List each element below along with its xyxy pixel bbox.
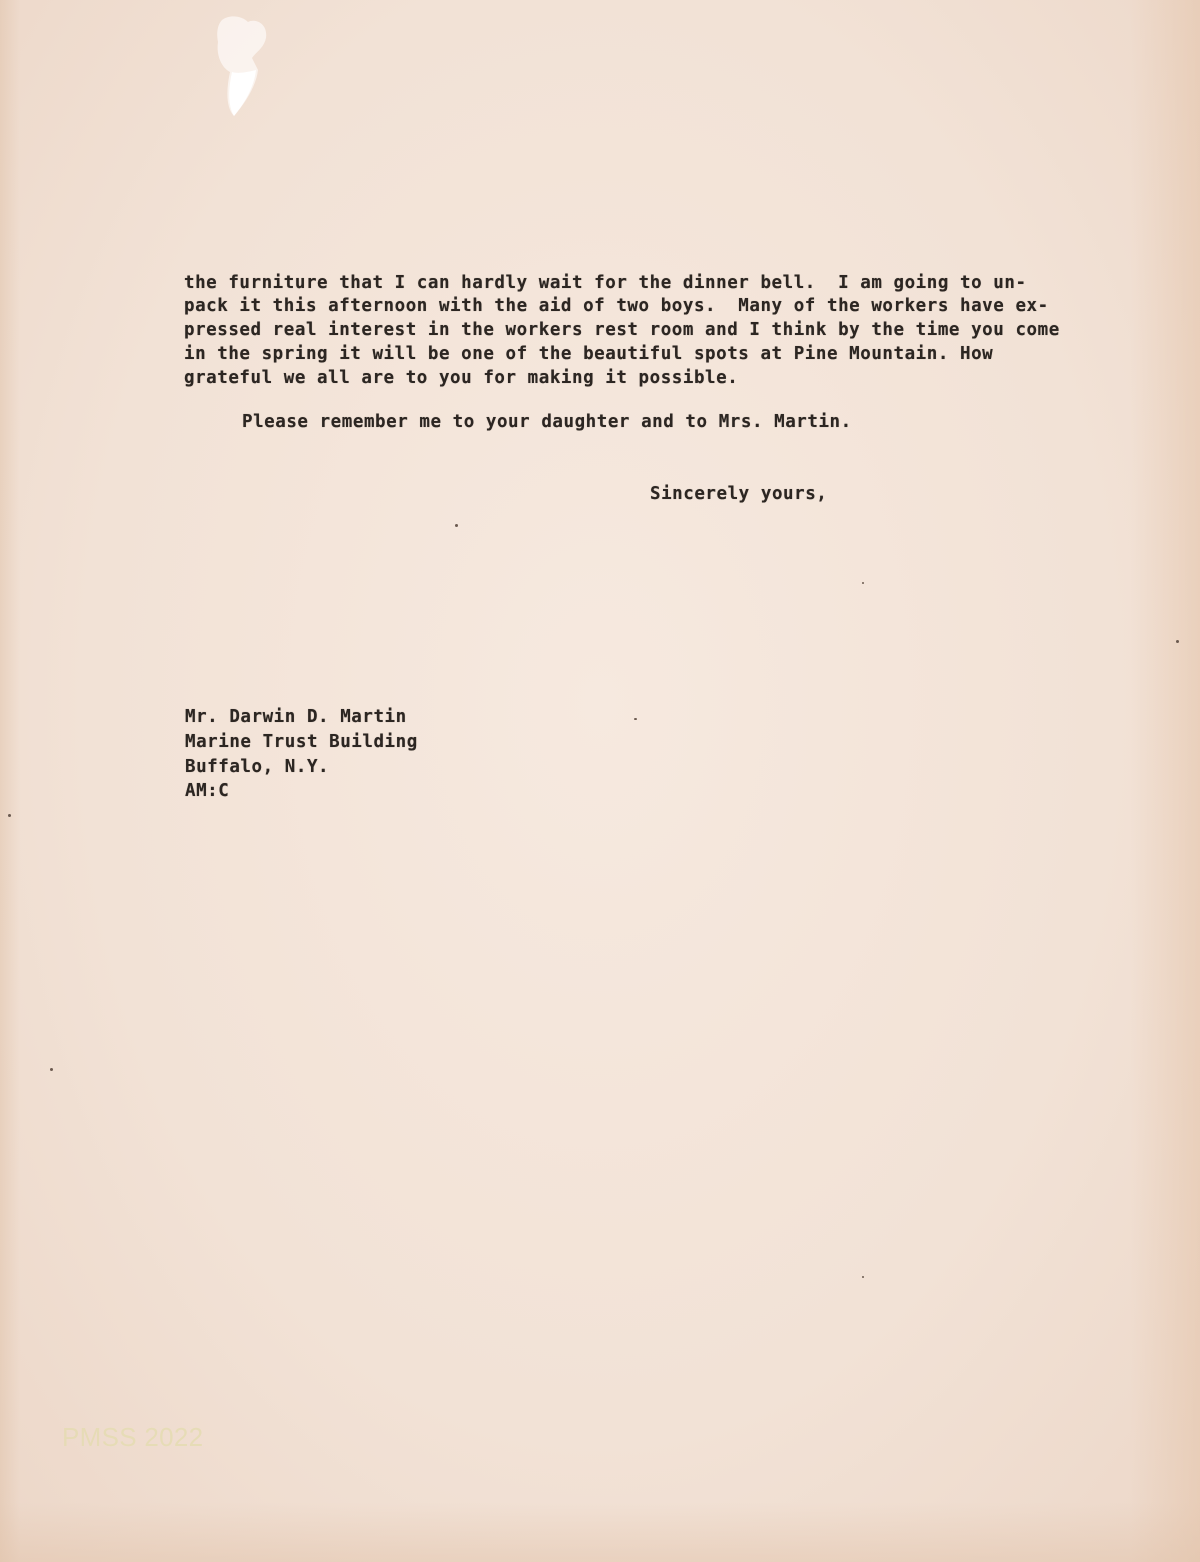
- letter-body-line-2: pack it this afternoon with the aid of two boys. Many of the workers have ex-: [184, 296, 1049, 316]
- paper-speck: [1176, 640, 1179, 643]
- paper-speck: [455, 524, 458, 527]
- paper-speck: [862, 582, 864, 584]
- paper-speck: [50, 1068, 53, 1071]
- paper-edge-shadow-left: [0, 0, 20, 1562]
- letter-body-line-4: in the spring it will be one of the beautiful spots at Pine Mountain. How: [184, 344, 994, 364]
- recipient-name: Mr. Darwin D. Martin: [185, 707, 407, 727]
- archive-watermark: PMSS 2022: [62, 1422, 204, 1452]
- paper-speck: [862, 1276, 864, 1278]
- paper-edge-shadow-right: [1130, 0, 1200, 1562]
- closing-paragraph: Please remember me to your daughter and to Mrs. Martin.: [242, 412, 852, 432]
- letter-body-line-5: grateful we all are to you for making it possible.: [184, 368, 739, 388]
- typist-initials: AM:C: [185, 781, 230, 801]
- recipient-building: Marine Trust Building: [185, 732, 418, 752]
- complimentary-closing: Sincerely yours,: [650, 484, 828, 504]
- paper-edge-shadow-bottom: [0, 1502, 1200, 1562]
- letter-body-line-3: pressed real interest in the workers rest room and I think by the time you come: [184, 320, 1060, 340]
- tape-residue-mark: [212, 12, 274, 118]
- paper-speck: [8, 814, 11, 817]
- letter-body-line-1: the furniture that I can hardly wait for the dinner bell. I am going to un-: [184, 273, 1027, 293]
- recipient-city: Buffalo, N.Y.: [185, 757, 330, 777]
- paper-speck: [634, 718, 637, 720]
